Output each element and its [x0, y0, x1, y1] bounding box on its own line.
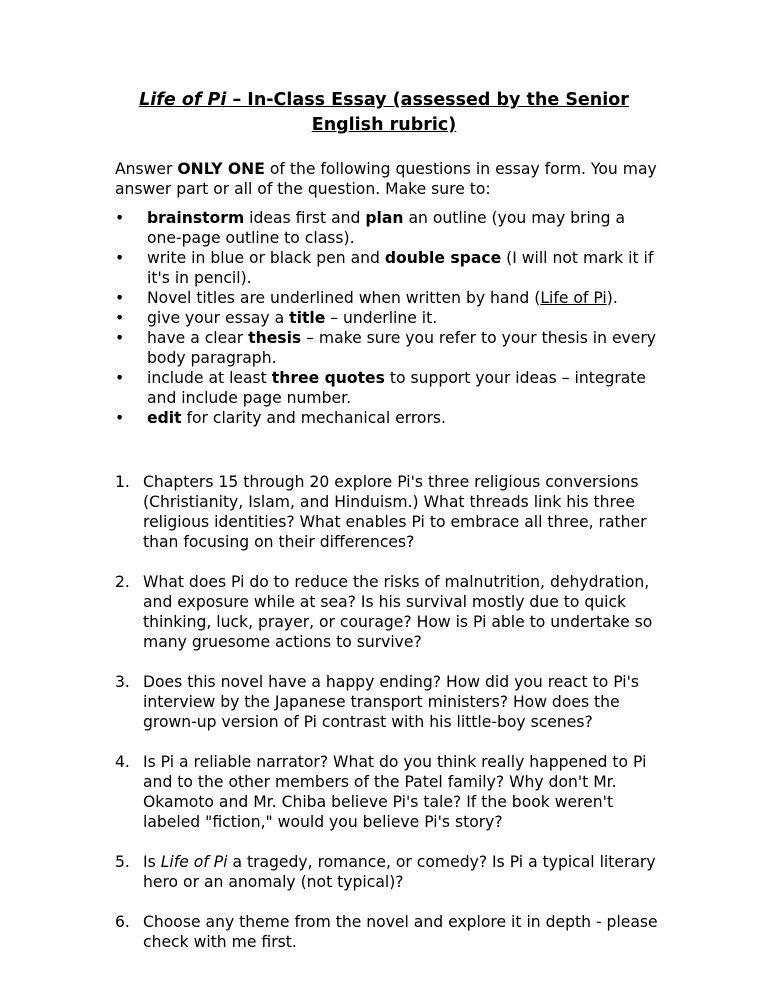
- item-text: give your essay a: [147, 309, 290, 327]
- list-item: [115, 248, 660, 288]
- question-number: 6.: [115, 913, 130, 931]
- list-item: [115, 368, 660, 408]
- underlined-title: Life of Pi: [540, 289, 607, 307]
- bold-term: double space: [384, 249, 502, 267]
- question-item: [115, 852, 663, 892]
- requirements-list: [115, 208, 660, 428]
- question-number: 4.: [115, 753, 130, 771]
- item-text: Novel titles are underlined when written by hand (: [147, 289, 541, 307]
- question-text: Does this novel have a happy ending? How did you react to Pi's interview by the Japanese transport ministers? How does the grown-up version of Pi contrast with his little-boy scenes?: [143, 673, 639, 731]
- instructions-paragraph: [115, 159, 660, 199]
- bold-term: edit: [147, 409, 182, 427]
- intro-text-1: Answer: [115, 160, 178, 178]
- item-text: to support your ideas – integrate and include page number.: [147, 369, 647, 407]
- question-text: Choose any theme from the novel and explore it in depth - please check with me first.: [143, 913, 658, 951]
- bold-term: brainstorm: [147, 209, 245, 227]
- list-item: [115, 308, 660, 328]
- item-text: ).: [606, 289, 618, 307]
- question-number: 1.: [115, 473, 130, 491]
- question-item: [115, 472, 663, 552]
- question-item: [115, 672, 663, 732]
- bold-term: thesis: [248, 329, 302, 347]
- bold-term: title: [289, 309, 326, 327]
- question-text: a tragedy, romance, or comedy? Is Pi a typical literary hero or an anomaly (not typical)?: [143, 853, 656, 891]
- item-text: – underline it.: [325, 309, 438, 327]
- question-item: [115, 752, 663, 832]
- list-item: [115, 208, 660, 248]
- document-title: [110, 88, 658, 138]
- question-number: 2.: [115, 573, 130, 591]
- intro-text-2: of the following questions in essay form. You may answer part or all of the question. Make sure to:: [115, 160, 657, 198]
- item-text: include at least: [147, 369, 272, 387]
- item-text: write in blue or black pen and: [147, 249, 385, 267]
- question-number: 5.: [115, 853, 130, 871]
- item-text: for clarity and mechanical errors.: [181, 409, 446, 427]
- bullet-icon: •: [115, 209, 125, 227]
- title-novel-name: Life of Pi: [139, 90, 227, 110]
- bullet-icon: •: [115, 249, 125, 267]
- novel-title: Life of Pi: [160, 853, 228, 871]
- question-item: [115, 572, 663, 652]
- question-item: [115, 912, 663, 952]
- title-rest: – In-Class Essay (assessed by the Senior English rubric): [226, 90, 629, 135]
- item-text: (I will not mark it if it's in pencil).: [147, 249, 654, 287]
- bullet-icon: •: [115, 329, 125, 347]
- item-text: – make sure you refer to your thesis in every body paragraph.: [147, 329, 657, 367]
- question-text: Is Pi a reliable narrator? What do you think really happened to Pi and to the other members of the Patel family? Why don't Mr. Okamoto and Mr. Chiba believe Pi's tale? If the book weren't labeled "fiction," would you believe Pi's story?: [143, 753, 647, 831]
- question-text: Chapters 15 through 20 explore Pi's three religious conversions (Christianity, Islam, and Hinduism.) What threads link his three religious identities? What enables Pi to embrace all three, rather than focusing on their differences?: [143, 473, 647, 551]
- item-text: have a clear: [147, 329, 249, 347]
- item-text: ideas first and: [244, 209, 366, 227]
- essay-questions-list: [115, 472, 663, 972]
- list-item: [115, 328, 660, 368]
- bullet-icon: •: [115, 369, 125, 387]
- question-text: Is: [143, 853, 161, 871]
- question-text: What does Pi do to reduce the risks of malnutrition, dehydration, and exposure while at sea? Is his survival mostly due to quick thinking, luck, prayer, or courage? How is Pi able to undertake so many gruesome actions to survive?: [143, 573, 653, 651]
- question-number: 3.: [115, 673, 130, 691]
- bullet-icon: •: [115, 289, 125, 307]
- item-text: an outline (you may bring a one-page outline to class).: [147, 209, 626, 247]
- list-item: [115, 408, 660, 428]
- bullet-icon: •: [115, 409, 125, 427]
- intro-emphasis: ONLY ONE: [177, 160, 265, 178]
- list-item: [115, 288, 660, 308]
- bold-term: three quotes: [271, 369, 385, 387]
- bold-term: plan: [365, 209, 404, 227]
- bullet-icon: •: [115, 309, 125, 327]
